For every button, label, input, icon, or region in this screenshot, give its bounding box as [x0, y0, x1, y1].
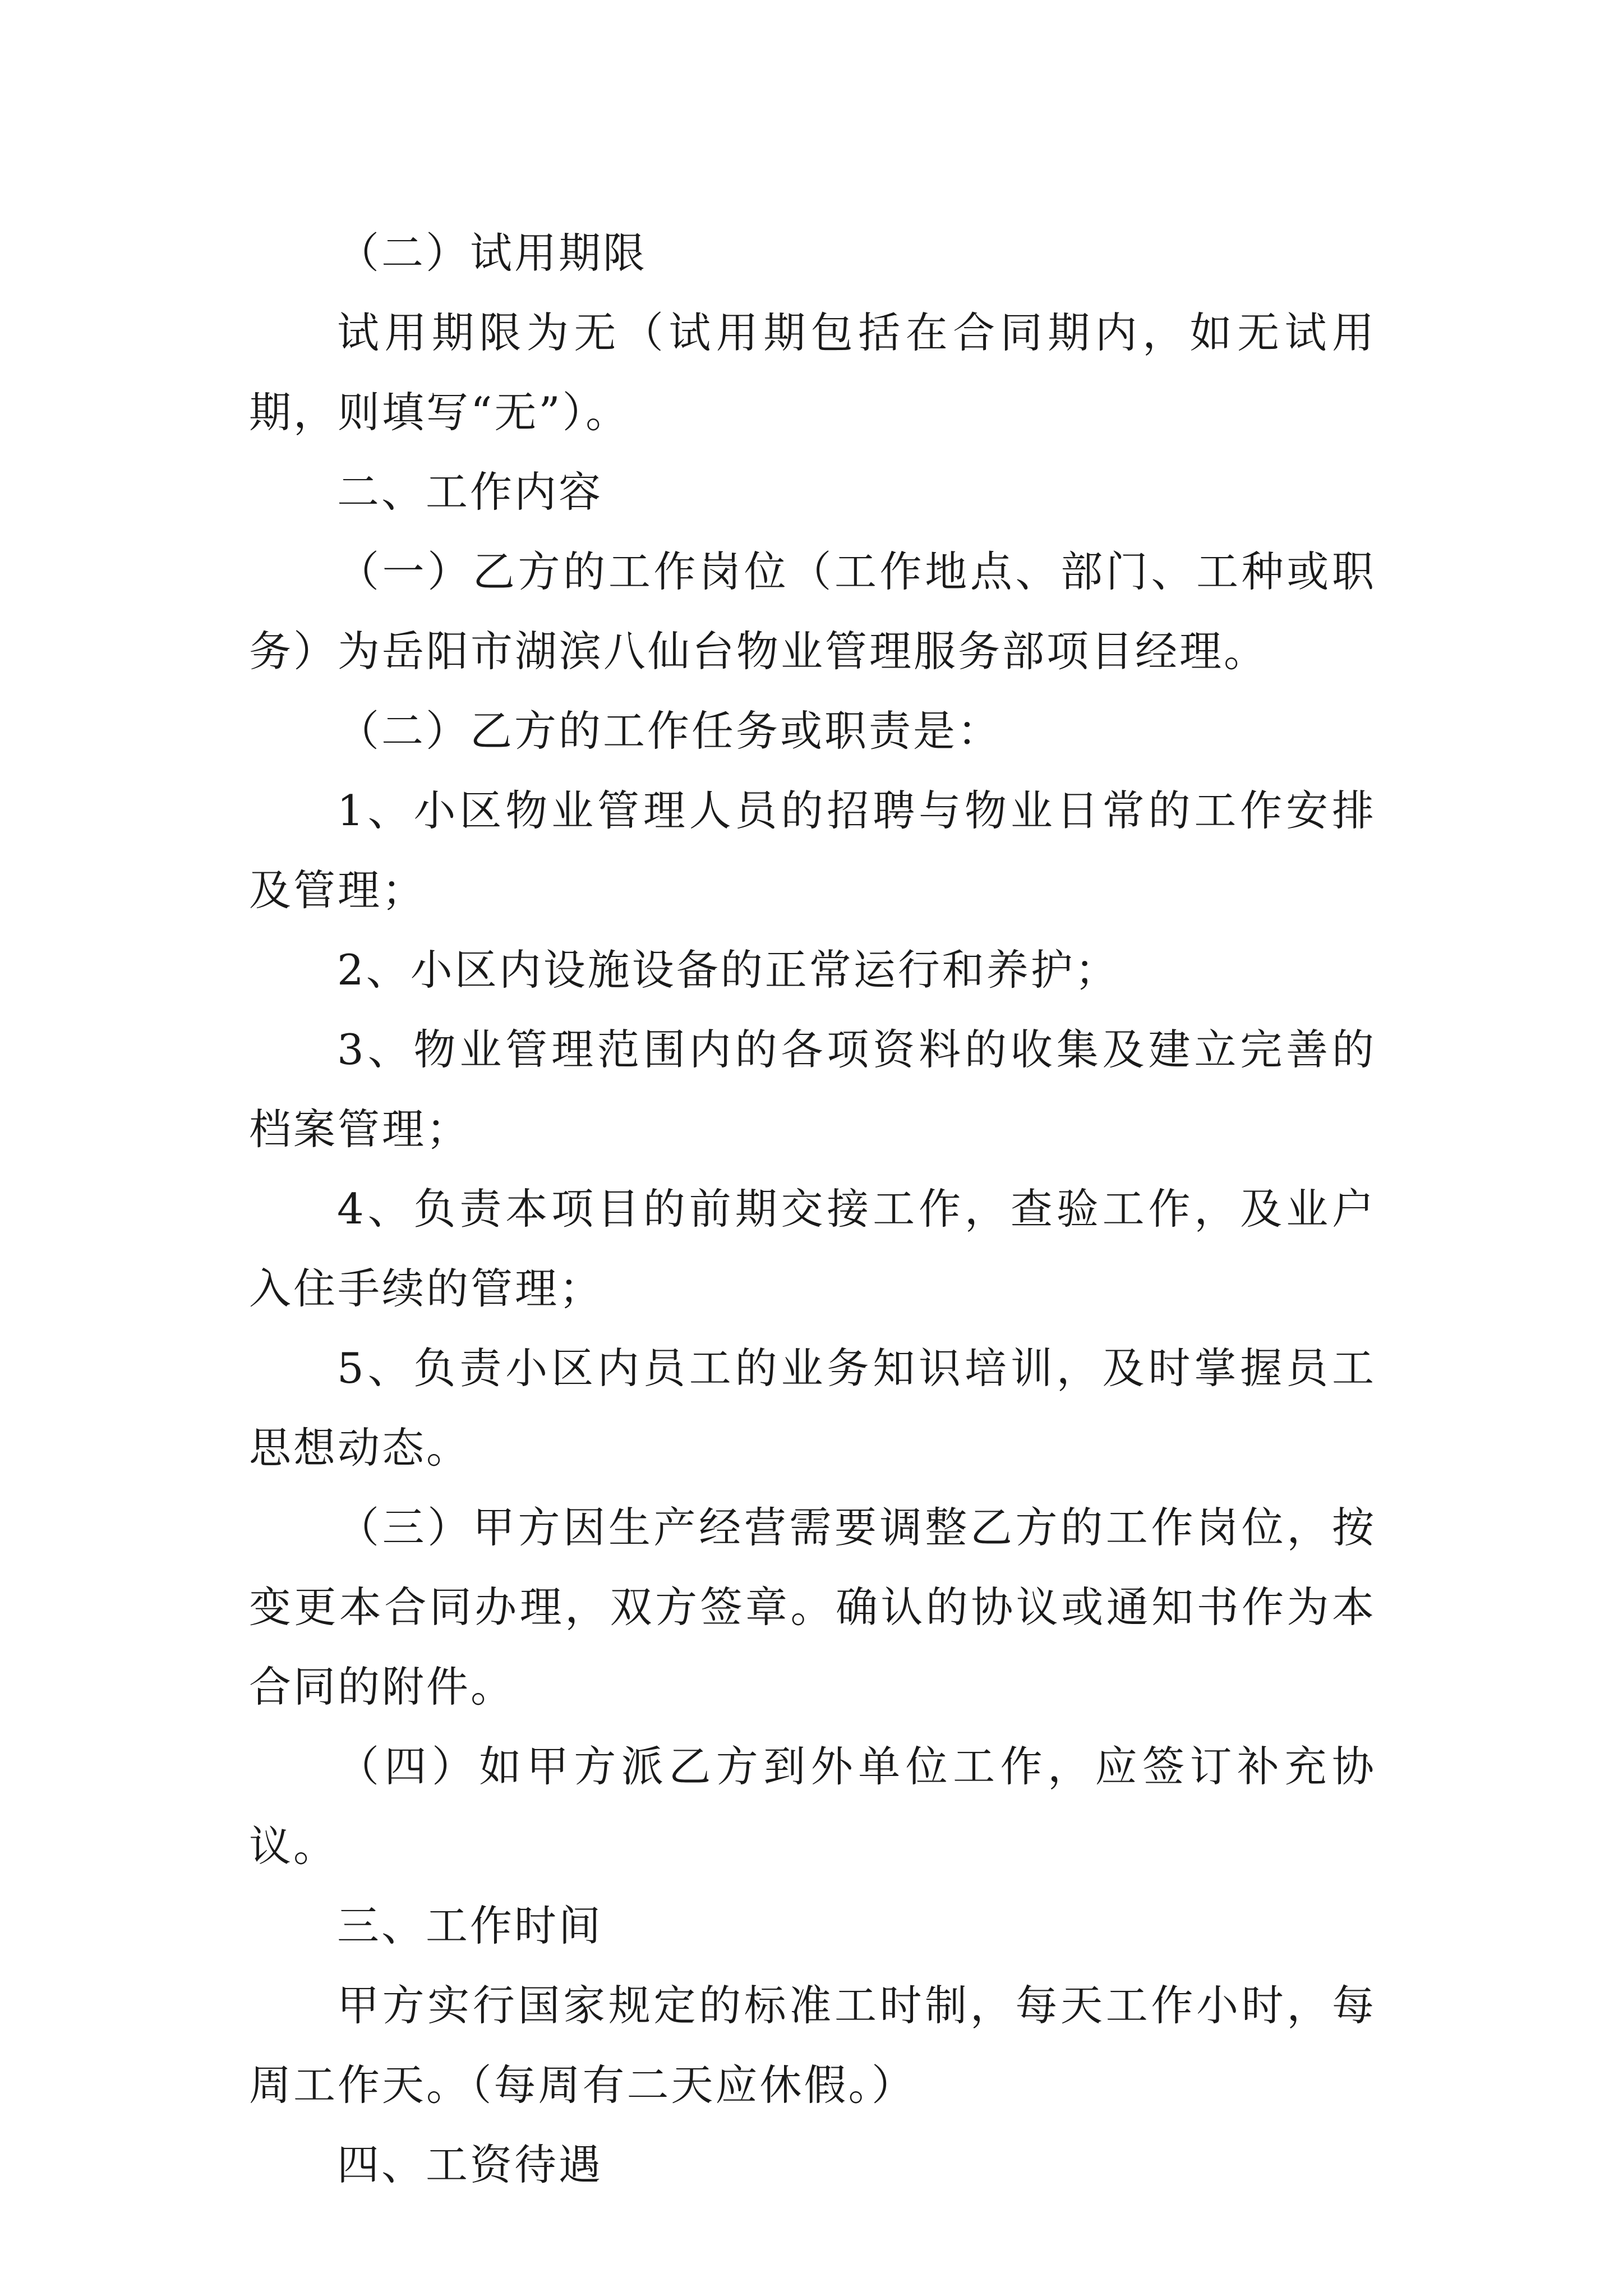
paragraph-job-position: （一）乙方的工作岗位（工作地点、部门、工种或职务）为岳阳市湖滨八仙台物业管理服务部项目经理。	[249, 547, 1376, 676]
paragraph-work-hours: 甲方实行国家规定的标准工时制，每天工作小时，每周工作天。（每周有二天应休假。）	[249, 1981, 1376, 2110]
paragraph-job-duties-intro: （二）乙方的工作任务或职责是：	[337, 706, 1002, 756]
section-heading-probation: （二）试用期限	[337, 228, 648, 278]
list-item-duty-1: 1、小区物业管理人员的招聘与物业日常的工作安排及管理；	[249, 786, 1376, 915]
document-body	[249, 213, 1376, 2205]
section-heading-work-content: 二、工作内容	[337, 467, 603, 517]
section-heading-work-hours: 三、工作时间	[337, 1901, 603, 1950]
list-item-duty-3: 3、物业管理范围内的各项资料的收集及建立完善的档案管理；	[249, 1025, 1376, 1154]
section-heading-wages: 四、工资待遇	[337, 2140, 603, 2189]
paragraph-probation-term: 试用期限为无（试用期包括在合同期内，如无试用期，则填写“无”）。	[249, 308, 1376, 437]
paragraph-position-adjustment: （三）甲方因生产经营需要调整乙方的工作岗位，按变更本合同办理，双方签章。确认的协议或通知书作为本合同的附件。	[249, 1503, 1376, 1711]
list-item-duty-5: 5、负责小区内员工的业务知识培训，及时掌握员工思想动态。	[249, 1343, 1376, 1473]
list-item-duty-2: 2、小区内设施设备的正常运行和养护；	[337, 945, 1119, 995]
list-item-duty-4: 4、负责本项目的前期交接工作，查验工作，及业户入住手续的管理；	[249, 1184, 1376, 1313]
paragraph-external-assignment: （四）如甲方派乙方到外单位工作，应签订补充协议。	[249, 1742, 1376, 1871]
